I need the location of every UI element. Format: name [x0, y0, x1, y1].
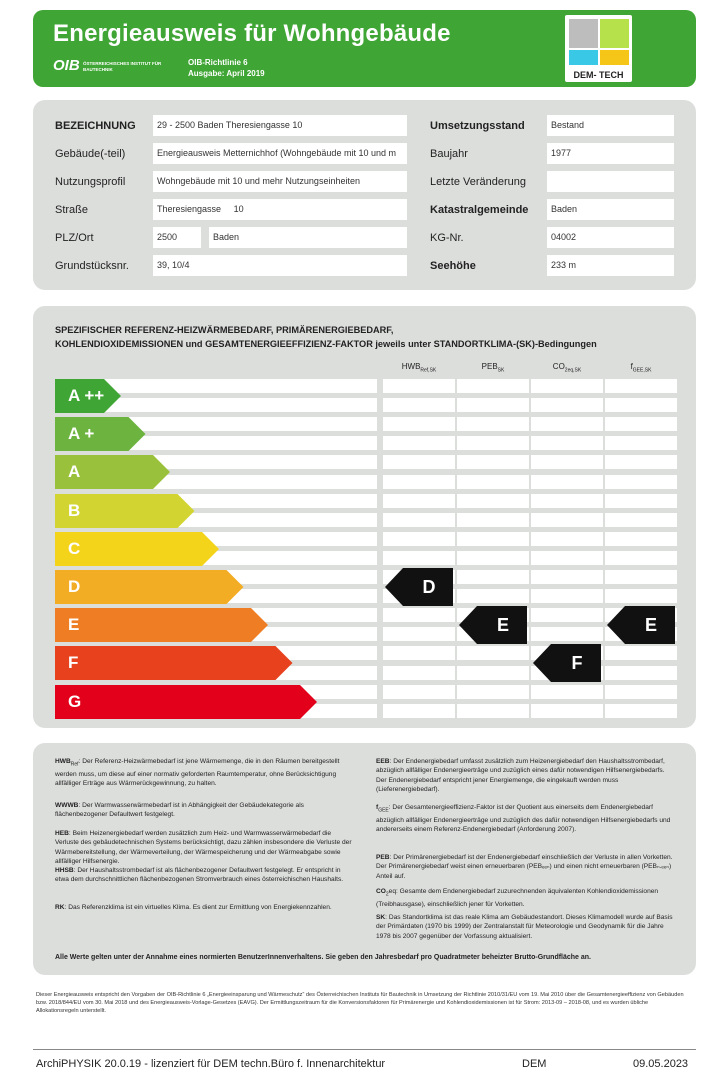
definition-body: : Der Gesamtenergieeffizienz-Faktor ist der Quotient aus einerseits dem Endenergiebedarf abzüglich allfälliger Endenergieerträge und zuzüglich des dafür notwendigen Hilfsenergiebedarfs und andererseits einem Referenz-Endenergiebedarf (Anforderung 2007).	[376, 804, 671, 834]
definition-entry	[55, 801, 355, 820]
grid-cell	[531, 513, 603, 527]
grid-cell	[531, 417, 603, 431]
definition-term: f	[376, 804, 379, 811]
rating-marker-fgee	[607, 606, 675, 644]
energy-class-label: D	[68, 577, 81, 596]
grid-cell	[531, 685, 603, 699]
grid-cell	[531, 475, 603, 489]
richtlinie-info	[188, 57, 265, 79]
grid-cell	[383, 608, 455, 622]
label-baujahr: Baujahr	[430, 148, 468, 160]
definition-term: HEB	[55, 830, 69, 837]
rating-marker-label: F	[571, 653, 583, 674]
definition-entry	[55, 866, 355, 885]
grid-cell	[605, 494, 677, 508]
grid-cell	[531, 551, 603, 565]
grid-cell	[531, 608, 603, 622]
definition-body: : Der Haushaltsstrombedarf ist als flächenbezogener Defaultwert festgelegt. Er entspricht in etwa dem durchschnittlichen flächenbezogenen Stromverbrauch eines österreichischen Haushalts.	[55, 867, 344, 884]
oib-logo-text: ÖSTERREICHISCHES INSTITUT FÜR BAUTECHNIK	[83, 61, 162, 72]
value-seehoehe: 233 m	[547, 255, 674, 276]
definition-term: HHSB	[55, 867, 74, 874]
grid-cell	[383, 475, 455, 489]
value-strasse-name: Theresiengasse	[157, 204, 222, 214]
rating-marker-label: D	[422, 577, 436, 597]
document-title: Energieausweis für Wohngebäude	[53, 20, 451, 47]
definition-term-sub: GEE	[378, 807, 389, 814]
definitions-footer: Alle Werte gelten unter der Annahme eines normierten BenutzerInnenverhaltens. Sie geben den Jahresbedarf pro Quadratmeter beheizter Brutto-Grundfläche an.	[55, 954, 592, 961]
grid-cell	[531, 436, 603, 450]
grid-cell	[457, 398, 529, 412]
grid-cell	[457, 646, 529, 660]
value-plz: 2500	[153, 227, 201, 248]
label-strasse: Straße	[55, 204, 89, 216]
value-strasse	[153, 199, 407, 220]
definition-term: CO	[376, 888, 386, 895]
grid-cell	[383, 666, 455, 680]
column-header-hwb: $HWB_{Ref,SK}$	[401, 362, 437, 374]
value-bezeichnung: 29 - 2500 Baden Theresiengasse 10	[153, 115, 407, 136]
energy-class-arrow-shape	[55, 685, 317, 719]
footer-code: DEM	[522, 1058, 547, 1070]
label-bezeichnung: BEZEICHNUNG	[55, 120, 136, 132]
grid-cell	[383, 398, 455, 412]
grid-cell	[605, 417, 677, 431]
scale-title	[55, 323, 597, 351]
value-gebaeudeteil: Energieausweis Metternichhof (Wohngebäude mit 10 und m	[153, 143, 407, 164]
energy-class-arrow	[55, 570, 244, 604]
grid-cell	[531, 455, 603, 469]
grid-cell	[383, 436, 455, 450]
definition-entry	[376, 757, 676, 795]
definition-body: : Der Endenergiebedarf umfasst zusätzlich zum Heizenergiebedarf den Haushaltsstrombedarf, abzüglich allfälliger Endenergieerträge und zuzüglich eines dafür notwendigen Hilfsenergiebedarfs. Der Endenergiebedarf entspricht jener Energiemenge, die eingekauft werden muss (Lieferenergiebedarf).	[376, 758, 665, 794]
energy-class-label: A +	[68, 424, 95, 444]
energy-class-label: E	[68, 615, 80, 635]
grid-cell	[605, 646, 677, 660]
grid-cell	[383, 627, 455, 641]
grid-cell	[383, 379, 455, 393]
grid-cell	[605, 436, 677, 450]
logo-square-green	[600, 19, 629, 48]
grid-cell	[605, 570, 677, 584]
oib-logo-mark: OIB	[53, 57, 80, 74]
footer-software: ArchiPHYSIK 20.0.19 - lizenziert für DEM techn.Büro f. Innenarchitektur	[36, 1058, 386, 1070]
grid-cell	[605, 551, 677, 565]
energy-class-label: G	[68, 691, 82, 711]
grid-cell	[605, 666, 677, 680]
energy-class-arrow	[55, 608, 268, 642]
footer-date: 09.05.2023	[633, 1058, 689, 1070]
column-header-fgee: $f_{GEE,SK}$	[630, 362, 652, 374]
dem-tech-logo	[565, 15, 632, 82]
definition-body: : Der Primärenergiebedarf ist der Endenergiebedarf einschließlich der Verluste in allen Vorketten. Der Primärenergiebedarf weist einen erneuerbaren (PEBₑₑₙ) und einen nicht erneuerbaren (PEBₙ.ₑₑₙ) Anteil auf.	[376, 854, 673, 880]
logo-square-grey	[569, 19, 598, 48]
grid-cell	[383, 704, 455, 718]
energy-class-label: A ++	[68, 386, 105, 405]
value-grundstuecksnr: 39, 10/4	[153, 255, 407, 276]
grid-cell	[457, 551, 529, 565]
grid-cell	[457, 685, 529, 699]
rating-marker-hwb	[385, 568, 453, 606]
logo-square-yellow	[600, 50, 629, 65]
grid-cell	[605, 704, 677, 718]
grid-cell	[383, 494, 455, 508]
grid-cell	[457, 570, 529, 584]
grid-cell	[605, 455, 677, 469]
grid-cell	[383, 685, 455, 699]
grid-cell	[457, 704, 529, 718]
energy-class-label: F	[68, 653, 79, 673]
label-grundstuecksnr: Grundstücksnr.	[55, 260, 129, 272]
grid-cell	[531, 627, 603, 641]
energy-class-arrow	[55, 417, 146, 451]
definitions-panel	[33, 743, 696, 975]
definition-body: : Der Referenz-Heizwärmebedarf ist jene Wärmemenge, die in den Räumen bereitgestellt werden muss, um diese auf einer normativ geforderten Raumtemperatur, ohne Berücksichtigung allfälliger Erträge aus Wärmerückgewinnung, zu halten.	[55, 758, 340, 788]
energy-class-arrow-shape	[55, 570, 244, 604]
label-katastralgemeinde: Katastralgemeinde	[430, 204, 529, 216]
footer-divider	[33, 1049, 696, 1050]
definition-body: eq: Gesamte dem Endenergiebedarf zuzurechnenden äquivalenten Kohlendioxidemissionen (Treibhausgase), einschließlich jener für Vorketten.	[376, 888, 659, 908]
grid-cell	[605, 475, 677, 489]
grid-cell	[605, 513, 677, 527]
legal-note: Dieser Energieausweis entspricht den Vorgaben der OIB-Richtlinie 6 „Energieeinsparung und Wärmeschutz“ des Österreichischen Instituts für Bautechnik in Umsetzung der Richtlinie 2010/31/EU vom 19. Mai 2010 über die Gesamtenergieeffizienz von Gebäuden bzw. 2018/844/EU vom 30. Mai 2018 und des Energieausweis-Vorlage-Gesetzes (EAVG). Der Ermittlungszeitraum für die Konversionsfaktoren für Primärenergie und Kohlendioxidemissionen ist für Strom: 2013-09 – 2018-08, und es wurden übliche Allokationsregeln unterstellt.	[36, 992, 684, 1014]
energy-class-arrow-shape	[55, 646, 293, 680]
energy-scale-panel	[33, 306, 696, 728]
dem-tech-logo-label: DEM- TECH	[573, 70, 624, 80]
grid-cell	[383, 532, 455, 546]
definition-entry	[55, 757, 355, 789]
oib-logo	[53, 57, 162, 79]
column-header-peb: $PEB_{SK}$	[481, 362, 505, 374]
logo-square-cyan	[569, 50, 598, 65]
grid-cell	[457, 417, 529, 431]
rating-marker-peb	[459, 606, 527, 644]
definition-term: HWB	[55, 758, 71, 765]
grid-cell	[605, 379, 677, 393]
header-banner	[33, 10, 696, 87]
grid-cell	[605, 589, 677, 603]
label-seehoehe: Seehöhe	[430, 260, 476, 272]
grid-cell	[457, 589, 529, 603]
value-ort: Baden	[209, 227, 407, 248]
grid-cell	[383, 513, 455, 527]
grid-cell	[531, 589, 603, 603]
definition-entry	[376, 913, 676, 941]
grid-cell	[457, 513, 529, 527]
grid-cell	[605, 398, 677, 412]
energy-class-arrow	[55, 532, 219, 566]
definition-body: : Der Warmwasserwärmebedarf ist in Abhängigkeit der Gebäudekategorie als flächenbezogener Defaultwert festgelegt.	[55, 802, 304, 819]
definition-entry	[55, 903, 355, 912]
grid-cell	[457, 379, 529, 393]
energy-class-label: C	[68, 538, 81, 558]
grid-cell	[457, 532, 529, 546]
grid-cell	[531, 704, 603, 718]
scale-title-line1: SPEZIFISCHER REFERENZ-HEIZWÄRMEBEDARF, PRIMÄRENERGIEBEDARF,	[55, 325, 394, 335]
grid-cell	[383, 455, 455, 469]
definition-body: : Das Standortklima ist das reale Klima am Gebäudestandort. Dieses Klimamodell wurde auf Basis der Primärdaten (1970 bis 1999) der Zentralanstalt für Meteorologie und Geodynamik für die Jahre 1978 bis 2007 gegenüber der Vorfassung aktualisiert.	[376, 914, 673, 940]
grid-cell	[457, 455, 529, 469]
energy-class-arrow-shape	[55, 608, 268, 642]
grid-cell	[605, 685, 677, 699]
energy-class-arrow	[55, 494, 195, 528]
value-katastralgemeinde: Baden	[547, 199, 674, 220]
value-baujahr: 1977	[547, 143, 674, 164]
label-umsetzungsstand: Umsetzungsstand	[430, 120, 525, 132]
grid-cell	[457, 475, 529, 489]
definition-term: SK	[376, 914, 386, 921]
energy-class-label: B	[68, 500, 81, 520]
definition-entry	[376, 853, 676, 881]
definition-body: : Beim Heizenergiebedarf werden zusätzlich zum Heiz- und Warmwasserwärmebedarf die Verluste des gebäudetechnischen Systems berücksichtigt, dazu zählen insbesondere die Verluste der Wärmebereitstellung, der Wärmeverteilung, der Wärmespeicherung und der Wärmeabgabe sowie allfälliger Hilfsenergie.	[55, 830, 352, 866]
energy-class-arrow	[55, 685, 317, 719]
definition-term: WWWB	[55, 802, 79, 809]
grid-cell	[457, 436, 529, 450]
grid-cell	[457, 494, 529, 508]
value-umsetzungsstand: Bestand	[547, 115, 674, 136]
grid-cell	[531, 398, 603, 412]
label-letzte-veraenderung: Letzte Veränderung	[430, 176, 527, 188]
definition-term: PEB	[376, 854, 390, 861]
richtlinie-name: OIB-Richtlinie 6	[188, 58, 248, 67]
definition-body: : Das Referenzklima ist ein virtuelles Klima. Es dient zur Ermittlung von Energiekennzahlen.	[64, 904, 332, 911]
grid-cell	[531, 494, 603, 508]
grid-cell	[383, 646, 455, 660]
energy-class-arrow	[55, 379, 121, 413]
grid-cell	[531, 570, 603, 584]
column-header-co2: $CO_{2eq,SK}$	[552, 362, 582, 374]
definition-term-sub: 2	[385, 891, 389, 898]
label-kg-nr: KG-Nr.	[430, 232, 464, 244]
energy-class-arrow	[55, 646, 293, 680]
definition-entry	[376, 803, 676, 835]
definition-term: RK	[55, 904, 65, 911]
grid-cell	[531, 532, 603, 546]
definition-entry	[55, 829, 355, 867]
grid-cell	[531, 379, 603, 393]
definition-term: EEB	[376, 758, 390, 765]
definition-entry	[376, 887, 676, 909]
rating-marker-label: E	[644, 615, 657, 636]
rating-marker-label: E	[496, 615, 509, 636]
label-nutzungsprofil: Nutzungsprofil	[55, 176, 126, 188]
label-gebaeudeteil: Gebäude(-teil)	[55, 148, 126, 160]
value-nutzungsprofil: Wohngebäude mit 10 und mehr Nutzungseinheiten	[153, 171, 407, 192]
grid-cell	[383, 551, 455, 565]
building-info-panel	[33, 100, 696, 290]
value-hausnummer: 10	[233, 204, 244, 214]
rating-marker-co2	[533, 644, 601, 682]
definition-term-sub: Ref	[70, 761, 79, 768]
grid-cell	[605, 532, 677, 546]
value-kg-nr: 04002	[547, 227, 674, 248]
scale-title-line2: KOHLENDIOXIDEMISSIONEN und GESAMTENERGIEEFFIZIENZ-FAKTOR jeweils unter STANDORTKLIMA-(SK)-Bedingungen	[55, 339, 597, 349]
label-plz-ort: PLZ/Ort	[55, 232, 94, 244]
value-letzte-veraenderung	[547, 171, 674, 192]
grid-cell	[457, 666, 529, 680]
energy-class-arrow	[55, 455, 170, 489]
energy-class-label: A	[68, 462, 81, 482]
richtlinie-edition: Ausgabe: April 2019	[188, 69, 265, 78]
grid-cell	[383, 417, 455, 431]
